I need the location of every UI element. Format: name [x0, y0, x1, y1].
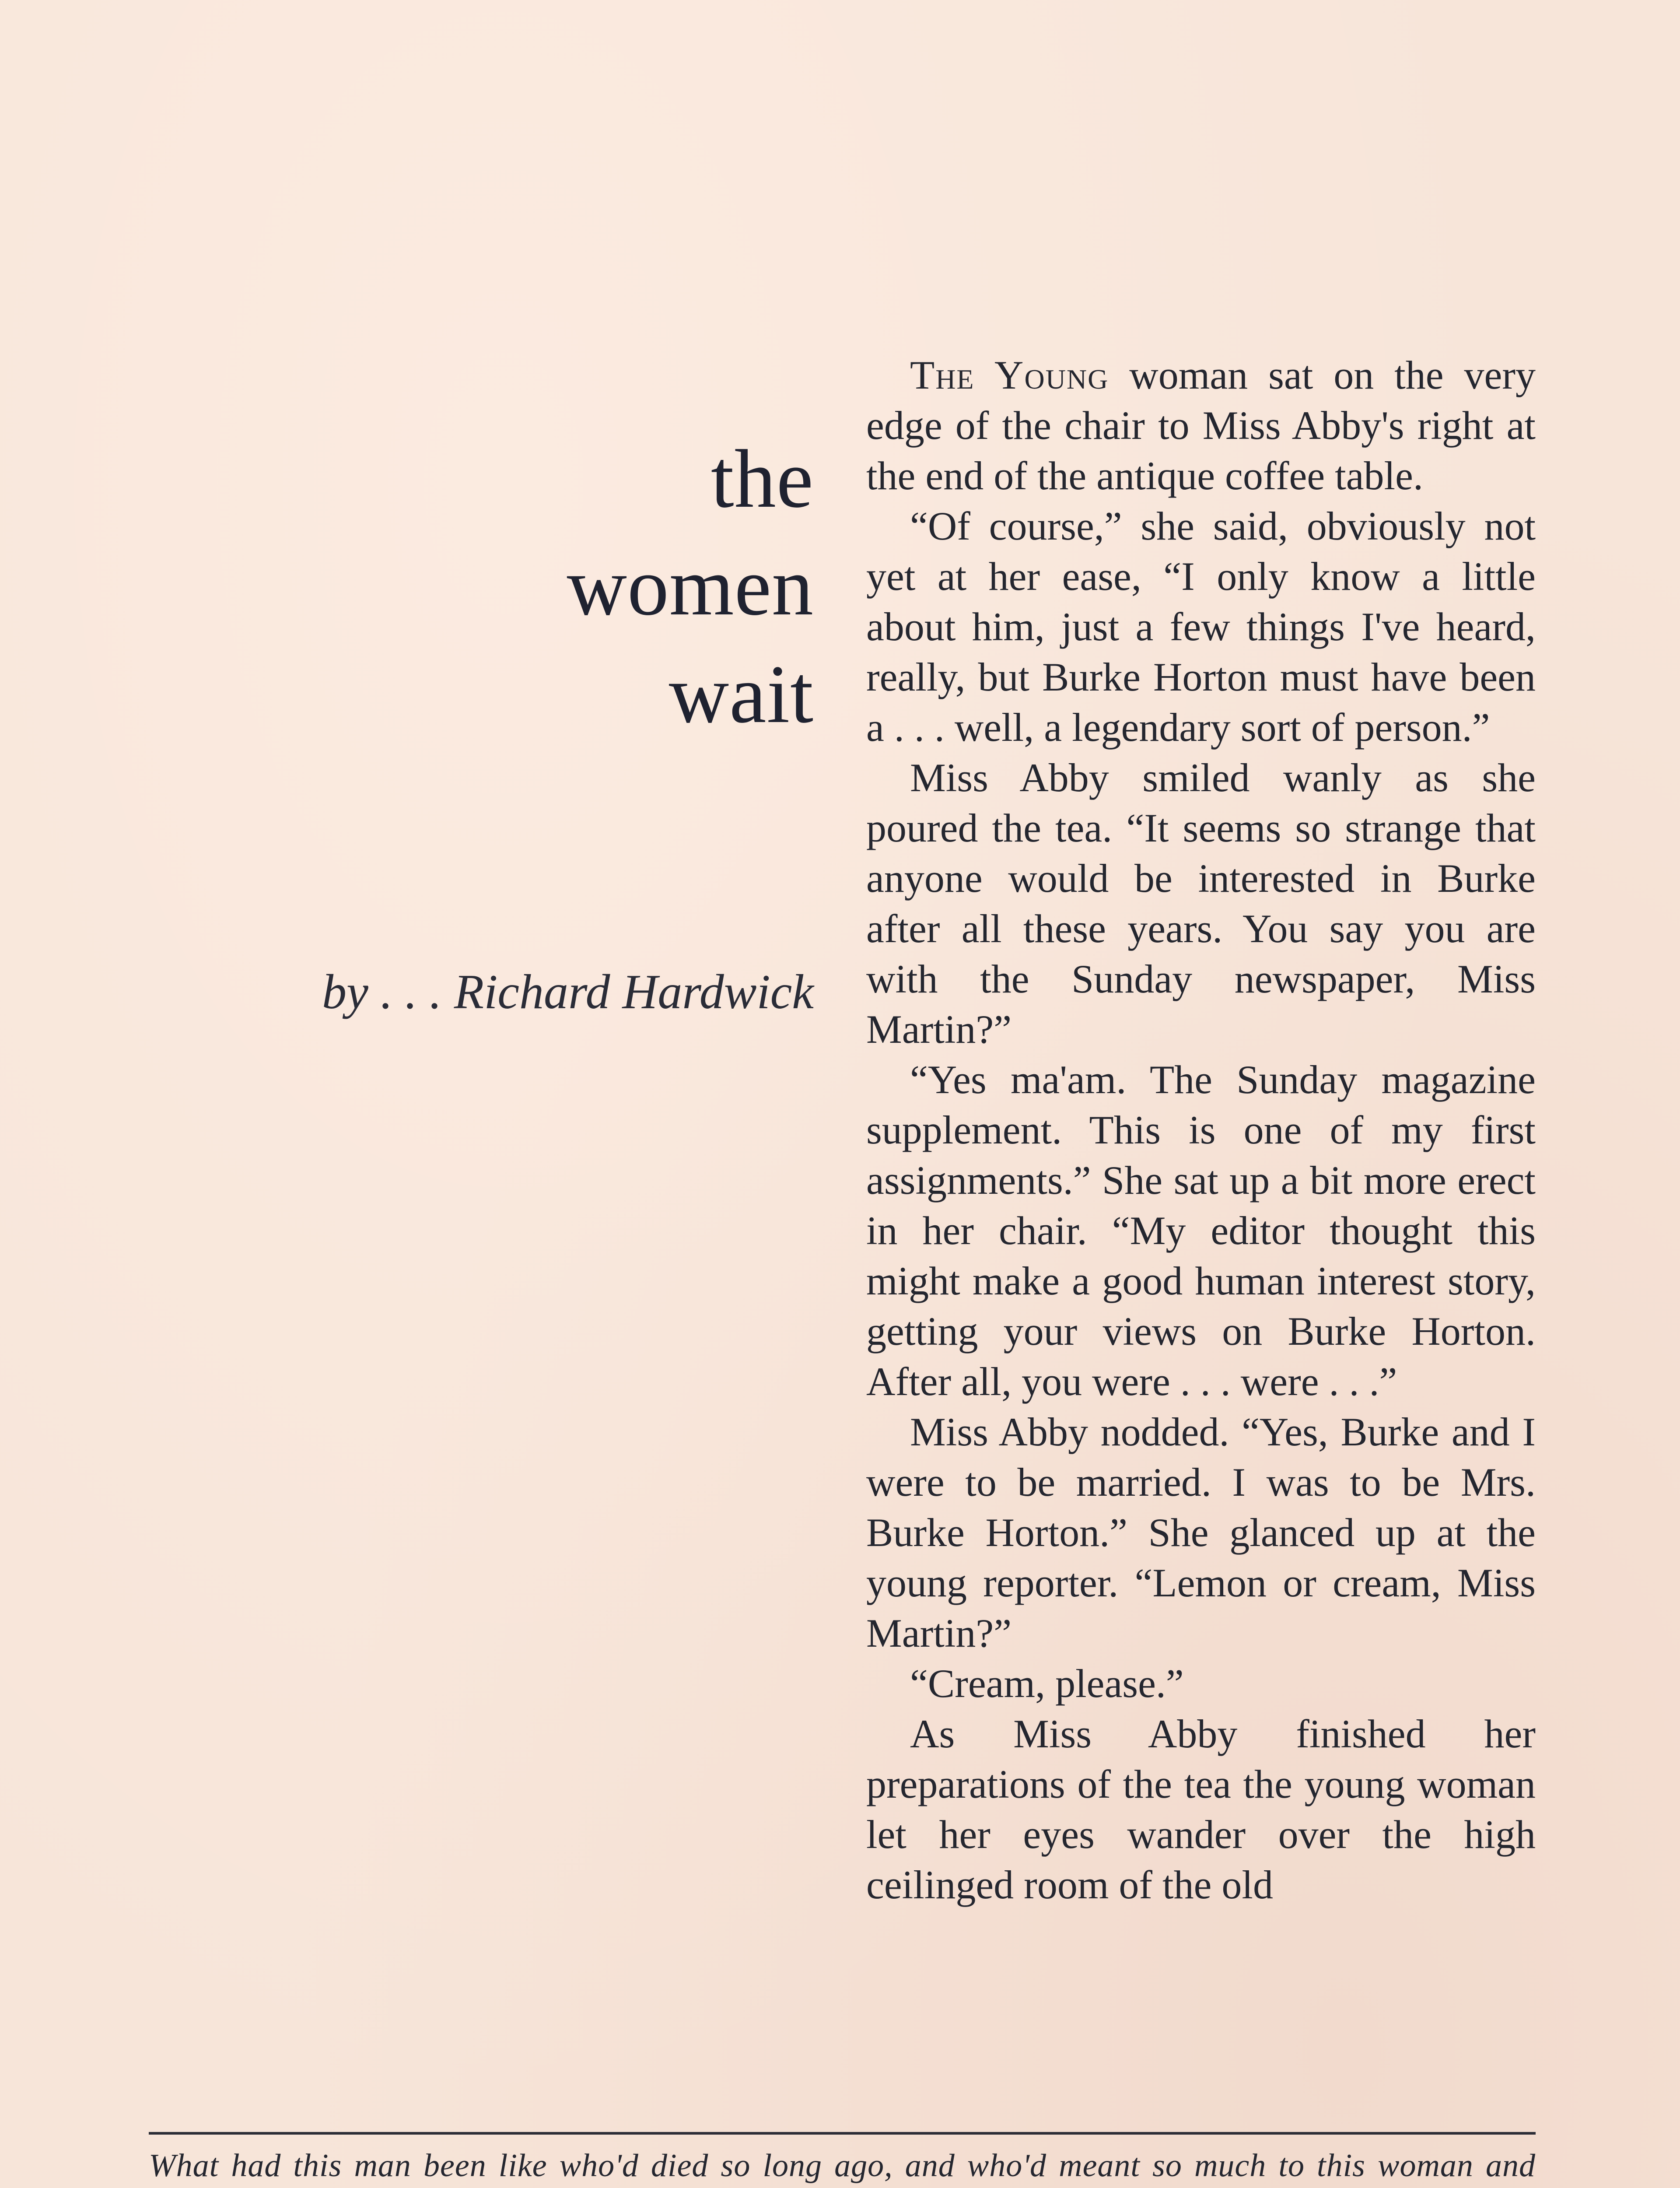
- body-paragraph: “Cream, please.”: [910, 1661, 1184, 1706]
- byline: by . . . Richard Hardwick: [322, 965, 814, 1019]
- body-paragraph: As Miss Abby finished her preparations of the tea the young woman let her eyes wander over the high ceilinged room of the old: [866, 1711, 1536, 1907]
- opening-smallcaps: The Young: [910, 353, 1109, 397]
- opening-paragraph: [866, 350, 1536, 501]
- title-word-women: women: [567, 541, 814, 633]
- story-body-column: [866, 350, 1536, 1910]
- story-teaser: What had this man been like who'd died so long ago, and who'd meant so much to this woman and: [149, 2148, 1536, 2184]
- title-word-wait: wait: [668, 649, 814, 740]
- opening-text: woman sat on the very edge of the chair to Miss Abby's right at the end of the antique coffee table.: [866, 353, 1536, 498]
- body-paragraph: Miss Abby smiled wanly as she poured the tea. “It seems so strange that anyone would be interested in Burke after all these years. You say you are with the Sunday newspaper, Miss Martin?”: [866, 755, 1536, 1052]
- body-paragraph: “Yes ma'am. The Sunday magazine supplement. This is one of my first assignments.” She sat up a bit more erect in her chair. “My editor thought this might make a good human interest story, getting your views on Burke Horton. After all, you were . . . were . . .”: [866, 1057, 1536, 1404]
- body-paragraph: Miss Abby nodded. “Yes, Burke and I were to be married. I was to be Mrs. Burke Horton.” She glanced up at the young reporter. “Lemon or cream, Miss Martin?”: [866, 1410, 1536, 1655]
- teaser-top-rule: [149, 2132, 1536, 2135]
- story-title: [149, 433, 814, 752]
- title-word-the: the: [710, 433, 814, 525]
- body-paragraph: “Of course,” she said, obviously not yet at her ease, “I only know a little about him, just a few things I've heard, really, but Burke Horton must have been a . . . well, a legendary sort of person.”: [866, 504, 1536, 750]
